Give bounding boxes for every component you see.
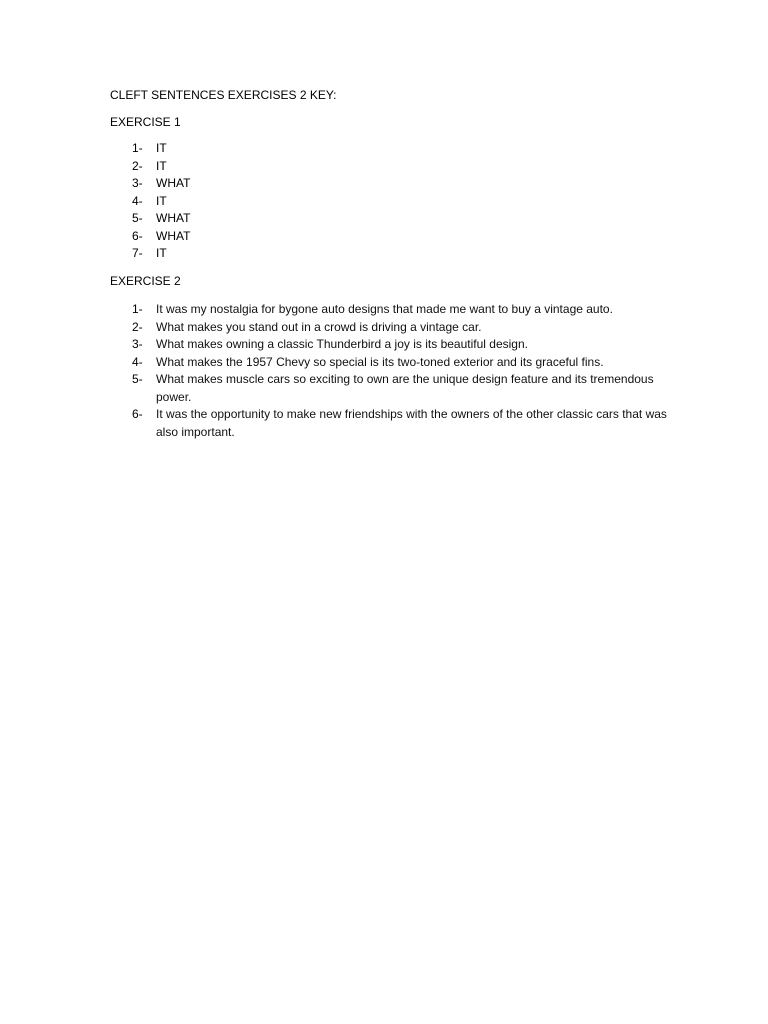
exercise-1-answer-item <box>110 140 670 158</box>
answer-text: What makes muscle cars so exciting to own are the unique design feature and its tremendous power. <box>156 372 654 404</box>
answer-number: 2- <box>132 158 143 173</box>
answer-number: 5- <box>132 372 143 386</box>
answer-text: It was my nostalgia for bygone auto designs that made me want to buy a vintage auto. <box>156 302 613 316</box>
answer-number: 3- <box>132 337 143 351</box>
exercise-2-answer-item <box>110 371 670 406</box>
exercise-1-answer-list <box>110 140 670 263</box>
answer-number: 4- <box>132 193 143 208</box>
exercise-2-answer-list <box>110 301 670 441</box>
answer-text: WHAT <box>156 211 191 225</box>
exercise-2-answer-item <box>110 406 670 441</box>
exercise-1-answer-item <box>110 210 670 228</box>
answer-number: 6- <box>132 407 143 421</box>
answer-number: 1- <box>132 302 143 316</box>
exercise-2-answer-item <box>110 336 670 354</box>
answer-text: IT <box>156 246 167 260</box>
exercise-1-answer-item <box>110 158 670 176</box>
answer-number: 2- <box>132 319 143 334</box>
exercise-1-answer-item <box>110 193 670 211</box>
exercise-2-answer-item <box>110 301 670 319</box>
exercise-2-answer-item <box>110 319 670 337</box>
answer-text: It was the opportunity to make new friendships with the owners of the other classic cars that was also important. <box>156 407 667 439</box>
answer-number: 6- <box>132 228 143 243</box>
document-title: CLEFT SENTENCES EXERCISES 2 KEY: <box>110 88 337 102</box>
answer-number: 3- <box>132 176 143 190</box>
answer-text: IT <box>156 193 167 208</box>
exercise-1-answer-item <box>110 228 670 246</box>
answer-number: 4- <box>132 354 143 369</box>
answer-number: 7- <box>132 246 143 260</box>
exercise-1-heading: EXERCISE 1 <box>110 115 181 129</box>
exercise-1-answer-item <box>110 175 670 193</box>
exercise-2-heading: EXERCISE 2 <box>110 274 181 288</box>
answer-text: What makes owning a classic Thunderbird a joy is its beautiful design. <box>156 337 528 351</box>
exercise-1-answer-item <box>110 245 670 263</box>
answer-text: WHAT <box>156 228 191 243</box>
answer-text: What makes you stand out in a crowd is driving a vintage car. <box>156 319 482 334</box>
exercise-2-answer-item <box>110 354 670 372</box>
answer-text: What makes the 1957 Chevy so special is its two-toned exterior and its graceful fins. <box>156 354 604 369</box>
answer-number: 5- <box>132 211 143 225</box>
answer-text: IT <box>156 141 167 155</box>
answer-number: 1- <box>132 141 143 155</box>
answer-text: WHAT <box>156 176 191 190</box>
answer-text: IT <box>156 158 167 173</box>
